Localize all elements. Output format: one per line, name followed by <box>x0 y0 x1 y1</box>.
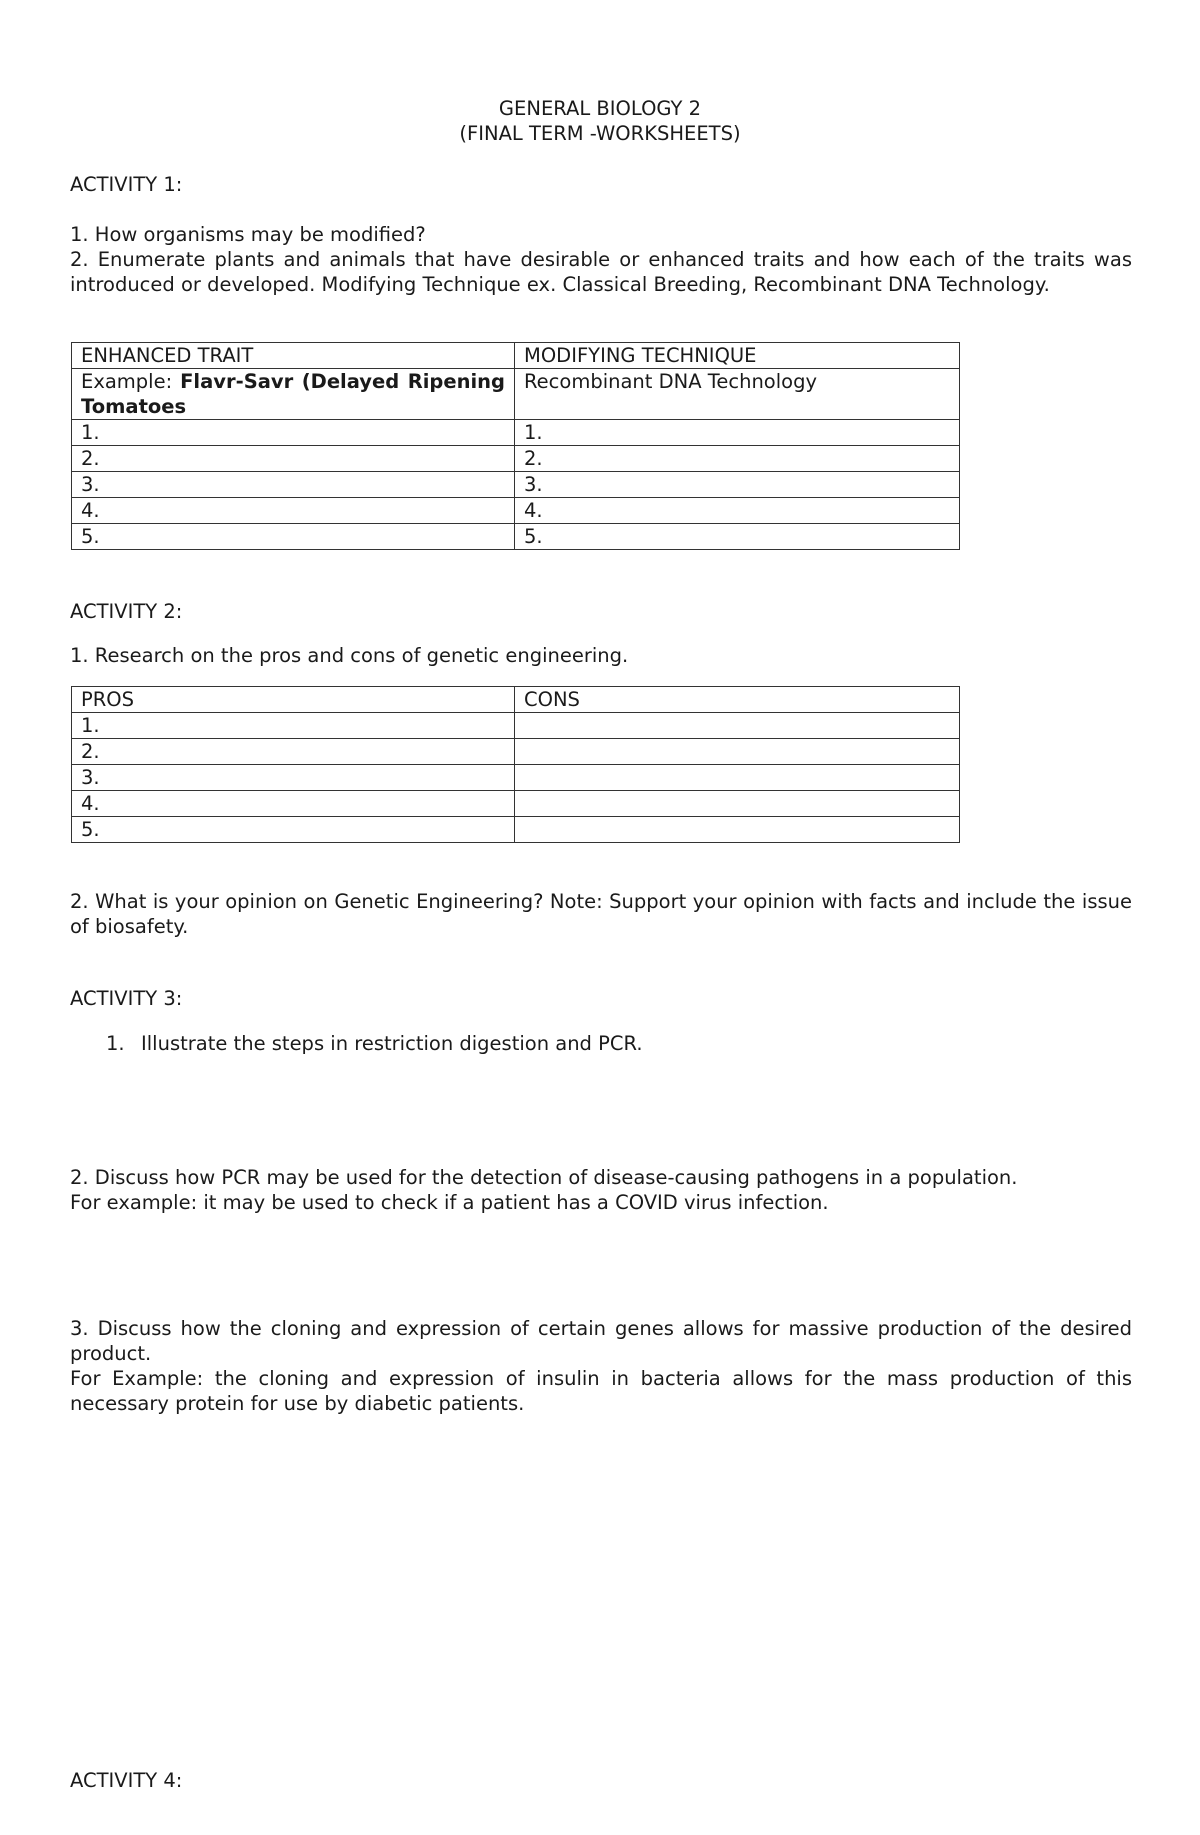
activity-3-question-1: Illustrate the steps in restriction digestion and PCR. <box>141 1032 643 1055</box>
technique-cell: 3. <box>515 472 960 498</box>
table-row <box>72 472 960 498</box>
con-cell <box>515 765 960 791</box>
table-row <box>72 791 960 817</box>
con-cell <box>515 739 960 765</box>
pro-cell: 2. <box>72 739 515 765</box>
technique-cell: 2. <box>515 446 960 472</box>
table-row <box>72 524 960 550</box>
pro-cell: 1. <box>72 713 515 739</box>
con-cell <box>515 817 960 843</box>
activity-1-heading: ACTIVITY 1: <box>70 173 183 196</box>
pros-cons-table <box>71 686 960 843</box>
table-example-row <box>72 369 960 420</box>
table-header-row <box>72 687 960 713</box>
modifying-technique-header: MODIFYING TECHNIQUE <box>515 343 960 369</box>
table-row <box>72 739 960 765</box>
table-row <box>72 498 960 524</box>
table-row <box>72 446 960 472</box>
pro-cell: 3. <box>72 765 515 791</box>
con-cell <box>515 713 960 739</box>
trait-cell: 4. <box>72 498 515 524</box>
enhanced-trait-table <box>71 342 960 550</box>
table-row <box>72 420 960 446</box>
example-label: Example: <box>81 370 173 393</box>
activity-3-heading: ACTIVITY 3: <box>70 987 183 1010</box>
activity-3-question-3: 3. Discuss how the cloning and expression of certain genes allows for massive production of the desired product. <box>70 1317 1132 1365</box>
table-header-row <box>72 343 960 369</box>
activity-2-question-1: 1. Research on the pros and cons of genetic engineering. <box>70 644 629 667</box>
activity-4-heading: ACTIVITY 4: <box>70 1769 183 1792</box>
trait-cell: 3. <box>72 472 515 498</box>
activity-2-question-2: 2. What is your opinion on Genetic Engineering? Note: Support your opinion with facts and include the issue of biosafety. <box>70 890 1132 938</box>
technique-cell: 4. <box>515 498 960 524</box>
example-trait-cell <box>72 369 515 420</box>
pro-cell: 4. <box>72 791 515 817</box>
technique-cell: 5. <box>515 524 960 550</box>
activity-2-heading: ACTIVITY 2: <box>70 600 183 623</box>
activity-3-question-1-number: 1. <box>106 1032 125 1055</box>
example-trait: Flavr-Savr (Delayed Ripening Tomatoes <box>81 370 506 418</box>
con-cell <box>515 791 960 817</box>
trait-cell: 2. <box>72 446 515 472</box>
example-technique: Recombinant DNA Technology <box>515 369 960 420</box>
cons-header: CONS <box>515 687 960 713</box>
pros-header: PROS <box>72 687 515 713</box>
activity-3-question-2-example: For example: it may be used to check if a patient has a COVID virus infection. <box>70 1191 829 1214</box>
activity-3-question-3-example: For Example: the cloning and expression of insulin in bacteria allows for the mass production of this necessary protein for use by diabetic patients. <box>70 1367 1132 1415</box>
table-row <box>72 817 960 843</box>
page-subtitle: (FINAL TERM -WORKSHEETS) <box>459 122 741 145</box>
technique-cell: 1. <box>515 420 960 446</box>
enhanced-trait-header: ENHANCED TRAIT <box>72 343 515 369</box>
activity-1-question-2: 2. Enumerate plants and animals that have desirable or enhanced traits and how each of the traits was introduced or developed. Modifying Technique ex. Classical Breeding, Recombinant DNA Technology. <box>70 248 1132 296</box>
table-row <box>72 713 960 739</box>
activity-3-question-2: 2. Discuss how PCR may be used for the detection of disease-causing pathogens in a population. <box>70 1166 1018 1189</box>
table-row <box>72 765 960 791</box>
trait-cell: 1. <box>72 420 515 446</box>
activity-1-question-1: 1. How organisms may be modified? <box>70 223 426 246</box>
trait-cell: 5. <box>72 524 515 550</box>
pro-cell: 5. <box>72 817 515 843</box>
page-title: GENERAL BIOLOGY 2 <box>498 97 702 120</box>
